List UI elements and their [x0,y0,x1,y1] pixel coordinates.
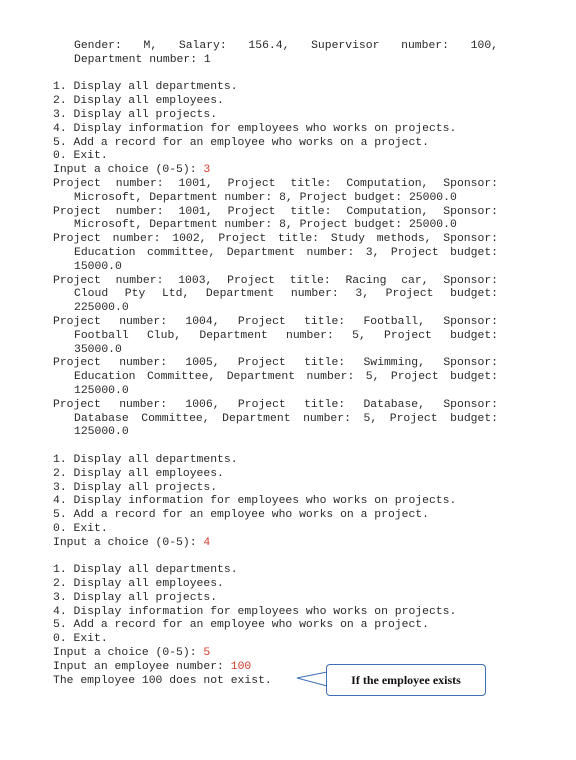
menu-item: 5. Add a record for an employee who works on a project. [53,619,429,632]
menu-item: 0. Exit. [53,522,108,535]
prompt-text: Input a choice (0-5): [53,647,204,660]
menu-item: 5. Add a record for an employee who works on a project. [53,509,429,522]
menu-item: 2. Display all employees. [53,578,224,591]
project-line: Education Committee, Department number: 5, Project budget: [74,371,498,384]
callout-box: If the employee exists [326,664,486,696]
prompt-text: Input a choice (0-5): [53,536,204,549]
project-line: Cloud Pty Ltd, Department number: 3, Project budget: [74,288,498,301]
menu-item: 3. Display all projects. [53,481,218,494]
project-line: Database Committee, Department number: 5, Project budget: [74,412,498,425]
prompt-text: Input a choice (0-5): [53,164,204,177]
project-line: 125000.0 [74,426,129,439]
employee-number-input: 100 [230,660,252,673]
project-line: 225000.0 [74,302,129,315]
menu-item: 1. Display all departments. [53,564,238,577]
menu-item: 2. Display all employees. [53,95,224,108]
header-line-2: Department number: 1 [74,53,211,66]
project-line: Project number: 1004, Project title: Football, Sponsor: [53,315,498,328]
project-line: Microsoft, Department number: 8, Project budget: 25000.0 [74,191,457,204]
project-line: Project number: 1003, Project title: Racing car, Sponsor: [53,274,498,287]
menu-item: 3. Display all projects. [53,108,218,121]
menu-item: 4. Display information for employees who works on projects. [53,122,457,135]
header-line-1: Gender: M, Salary: 156.4, Supervisor number: 100, [74,40,498,52]
project-line: Education committee, Department number: 3, Project budget: [74,246,498,259]
menu-item: 4. Display information for employees who works on projects. [53,495,457,508]
project-line: Microsoft, Department number: 8, Project budget: 25000.0 [74,219,457,232]
user-input: 3 [203,164,211,177]
menu-item: 2. Display all employees. [53,467,224,480]
result-line: The employee 100 does not exist. [53,674,272,687]
employee-prompt-text: Input an employee number: [53,660,231,673]
project-line: Project number: 1005, Project title: Swimming, Sponsor: [53,357,498,370]
project-line: 35000.0 [74,343,122,356]
user-input: 5 [203,647,211,660]
project-line: Project number: 1002, Project title: Study methods, Sponsor: [53,233,498,246]
menu-item: 5. Add a record for an employee who works on a project. [53,136,429,149]
project-line: Project number: 1001, Project title: Computation, Sponsor: [53,205,498,218]
menu-item: 0. Exit. [53,150,108,163]
project-line: Football Club, Department number: 5, Project budget: [74,329,498,342]
menu-item: 0. Exit. [53,633,108,646]
menu-item: 4. Display information for employees who works on projects. [53,605,457,618]
menu-item: 3. Display all projects. [53,591,218,604]
project-line: 125000.0 [74,384,129,397]
user-input: 4 [203,536,211,549]
project-line: Project number: 1006, Project title: Database, Sponsor: [53,398,498,411]
project-line: 15000.0 [74,260,122,273]
project-line: Project number: 1001, Project title: Computation, Sponsor: [53,177,498,190]
menu-item: 1. Display all departments. [53,453,238,466]
menu-item: 1. Display all departments. [53,81,238,94]
